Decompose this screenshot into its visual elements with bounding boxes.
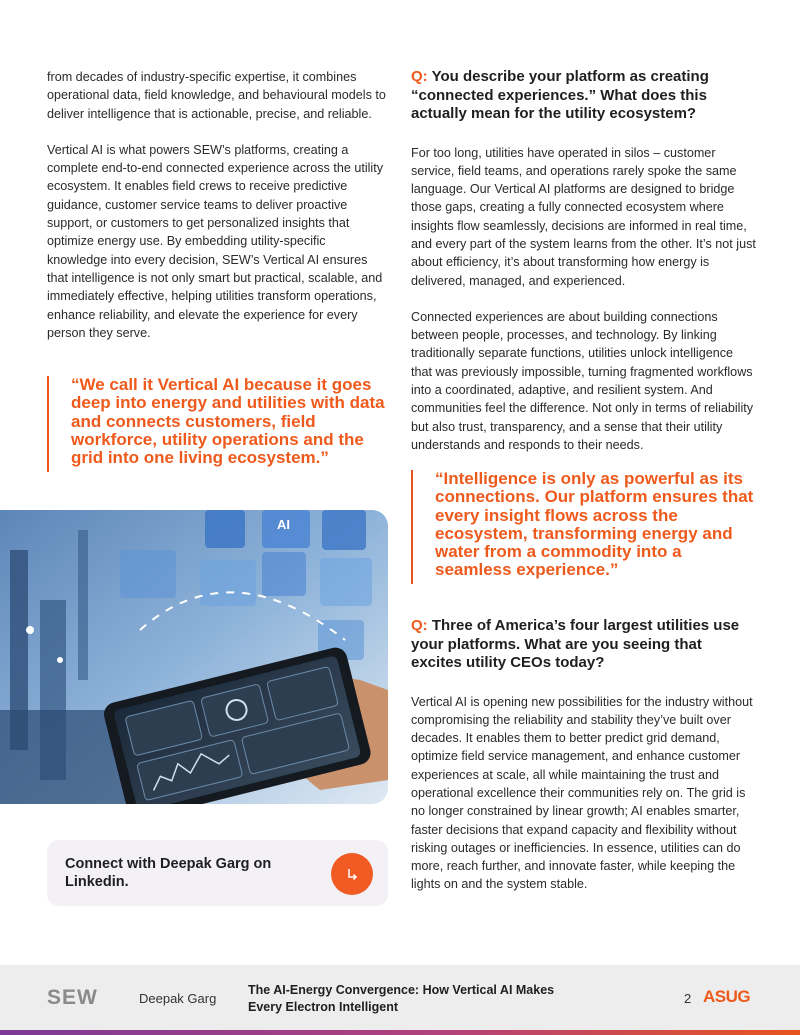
question-label: Q: — [411, 68, 428, 85]
right-column-lower — [411, 617, 756, 894]
connect-linkedin-button[interactable] — [331, 853, 373, 895]
connect-linkedin-label[interactable]: Connect with Deepak Garg on Linkedin. — [65, 856, 272, 890]
pull-quote — [47, 376, 387, 472]
hero-image — [0, 510, 388, 804]
question-text: You describe your platform as creating “connected experiences.” What does this actually mean for the utility ecosystem? — [411, 68, 709, 122]
asug-logo: ASUG — [703, 987, 751, 1006]
footer-author: Deepak Garg — [139, 991, 217, 1006]
body-paragraph: Vertical AI is what powers SEW’s platforms, creating a complete end-to-end connected experience across the utility ecosystem. It enables field crews to receive predictive guidance, customer service teams to deliver proactive support, or customers to get personalized insights that optimize energy use. By embedding utility-specific knowledge into every decision, SEW’s Vertical AI ensures that intelligence is not only smart but practical, scalable, and immediately effective, helping utilities transform operations, enhance reliability, and elevate the experience for every person they serve. — [47, 142, 384, 340]
body-paragraph: For too long, utilities have operated in silos – customer service, field teams, and operations rarely spoke the same language. Our Vertical AI platforms are designed to bridge those gaps, creating a fully connected ecosystem where insights flow seamlessly, decisions are informed in real time, and every part of the system learns from the other. It’s not just about efficiency, it’s about transforming how energy is delivered, managed, and experienced. — [411, 145, 756, 288]
footer-gradient-bar — [0, 1030, 800, 1035]
sew-logo — [47, 987, 119, 1012]
pull-quote-text: “We call it Vertical AI because it goes deep into energy and utilities with data and connects customers, field workforce, utility operations and the grid into one living ecosystem.” — [71, 375, 385, 468]
body-paragraph: Vertical AI is opening new possibilities for the industry without compromising the reliability and stability they’ve built over decades. It enables them to better predict grid demand, optimize field service management, and enhance customer experiences at scale, all while maintaining the trust and operational excellence their communities rely on. The grid is no longer constrained by linear growth; AI enables smarter, faster decisions that expand capacity and flexibility without risking outages or inefficiencies. In essence, utilities can do more, reach further, and innovate faster, while keeping the lights on and the system stable. — [411, 694, 753, 892]
body-paragraph: Connected experiences are about building connections between people, processes, and technology. By linking traditionally separate functions, utilities unlock intelligence that was previously impossible, turning fragmented workflows into a coordinated, adaptive, and resilient system. And communities feel the difference. Not only in terms of reliability but also trust, transparency, and a sense that their utility understands and responds to their needs. — [411, 309, 754, 452]
arrow-icon — [344, 866, 360, 882]
left-column — [47, 68, 387, 342]
right-column — [411, 68, 756, 454]
question-heading — [411, 617, 756, 673]
connect-linkedin-card[interactable] — [47, 840, 388, 906]
question-heading — [411, 68, 756, 124]
tablet-industrial-illustration — [0, 510, 388, 804]
pull-quote-text: “Intelligence is only as powerful as its connections. Our platform ensures that every insight flows across the ecosystem, transforming energy and water from a commodity into a seamless experience.” — [435, 469, 754, 580]
sew-logo-text: SEW — [47, 987, 98, 1007]
question-text: Three of America’s four largest utilities use your platforms. What are you seeing that excites utility CEOs today? — [411, 617, 740, 671]
page-footer — [0, 965, 800, 1035]
pull-quote — [411, 470, 756, 584]
question-label: Q: — [411, 617, 428, 634]
body-paragraph: from decades of industry-specific expertise, it combines operational data, field knowledge, and behavioural models to deliver intelligence that is actionable, precise, and reliable. — [47, 70, 386, 121]
page-number: 2 — [684, 991, 692, 1006]
ai-tile-label: AI — [277, 517, 290, 532]
footer-title: The AI-Energy Convergence: How Vertical AI Makes Every Electron Intelligent — [248, 983, 555, 1014]
sew-logo-icon — [47, 987, 119, 1007]
